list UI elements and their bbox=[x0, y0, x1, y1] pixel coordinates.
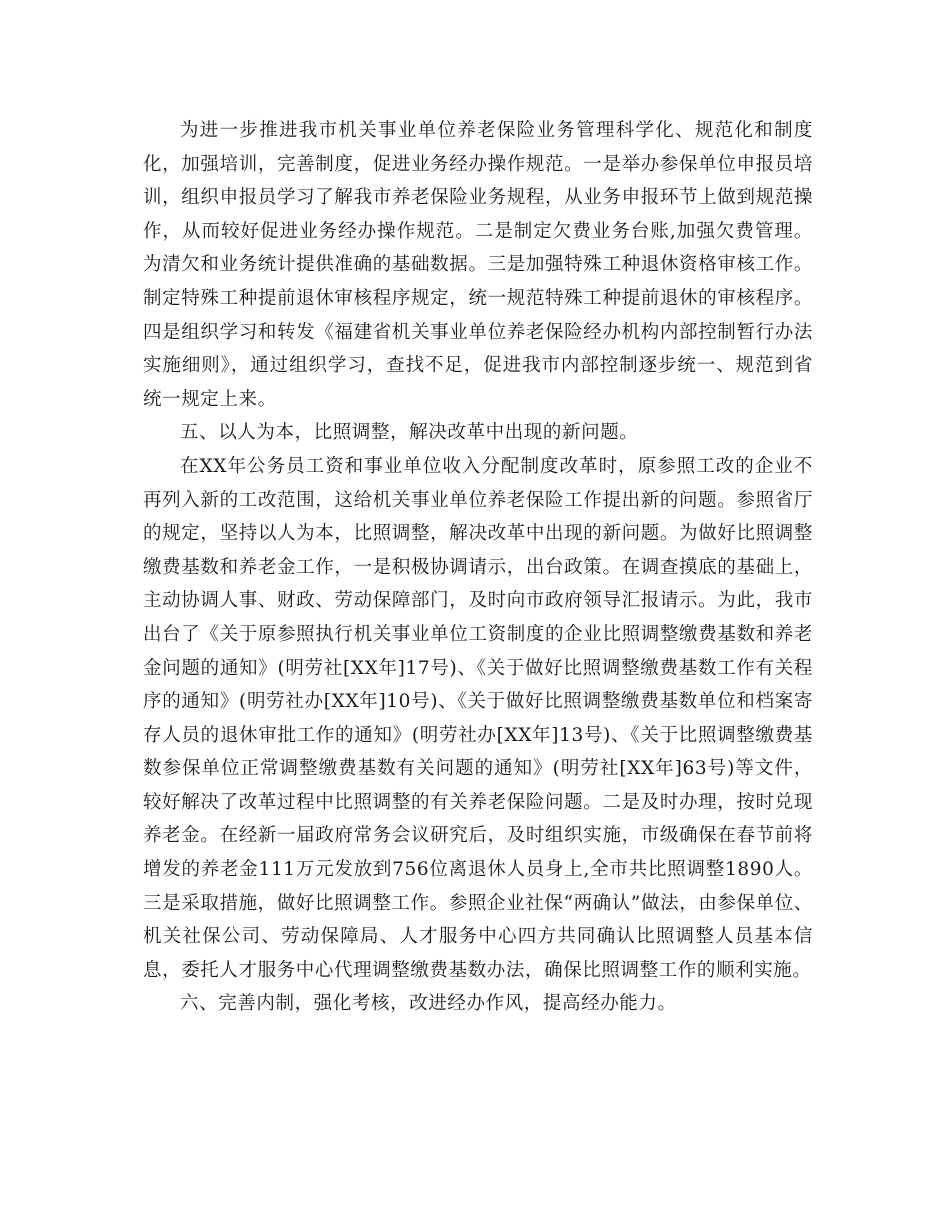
section-heading-six: 六、完善内制，强化考核，改进经办作风，提高经办能力。 bbox=[180, 993, 677, 1015]
paragraph-adjustment: 在XX年公务员工资和事业单位收入分配制度改革时，原参照工改的企业不再列入新的工改范围，这给机关事业单位养老保险工作提出新的问题。参照省厅的规定，坚持以人为本，比照调整，解决改革中出现的新问题。为做好比照调整缴费基数和养老金工作，一是积极协调请示，出台政策。在调查摸底的基础上，主动协调人事、财政、劳动保障部门，及时向市政府领导汇报请示。为此，我市出台了《关于原参照执行机关事业单位工资制度的企业比照调整缴费基数和养老金问题的通知》(明劳社[XX年]17号)、《关于做好比照调整缴费基数工作有关程序的通知》(明劳社办[XX年]10号)、《关于做好比照调整缴费基数单位和档案寄存人员的退休审批工作的通知》(明劳社办[XX年]13号)、《关于比照调整缴费基数参保单位正常调整缴费基数有关问题的通知》(明劳社[XX年]63号)等文件，较好解决了改革过程中比照调整的有关养老保险问题。二是及时办理，按时兑现养老金。在经新一届政府常务会议研究后，及时组织实施，市级确保在春节前将增发的养老金111万元发放到756位离退休人员身上,全市共比照调整1890人。三是采取措施，做好比照调整工作。参照企业社保“两确认”做法，由参保单位、机关社保公司、劳动保障局、人才服务中心四方共同确认比照调整人员基本信息，委托人才服务中心代理调整缴费基数办法，确保比照调整工作的顺利实施。 bbox=[143, 455, 813, 981]
document-body bbox=[143, 114, 813, 1021]
paragraph-standardization: 为进一步推进我市机关事业单位养老保险业务管理科学化、规范化和制度化，加强培训，完善制度，促进业务经办操作规范。一是举办参保单位申报员培训，组织申报员学习了解我市养老保险业务规程，从业务申报环节上做到规范操作，从而较好促进业务经办操作规范。二是制定欠费业务台账,加强欠费管理。为清欠和业务统计提供准确的基础数据。三是加强特殊工种退休资格审核工作。制定特殊工种提前退休审核程序规定，统一规范特殊工种提前退休的审核程序。四是组织学习和转发《福建省机关事业单位养老保险经办机构内部控制暂行办法实施细则》，通过组织学习，查找不足，促进我市内部控制逐步统一、规范到省统一规定上来。 bbox=[143, 120, 813, 410]
section-heading-five: 五、以人为本，比照调整，解决改革中出现的新问题。 bbox=[180, 422, 639, 444]
